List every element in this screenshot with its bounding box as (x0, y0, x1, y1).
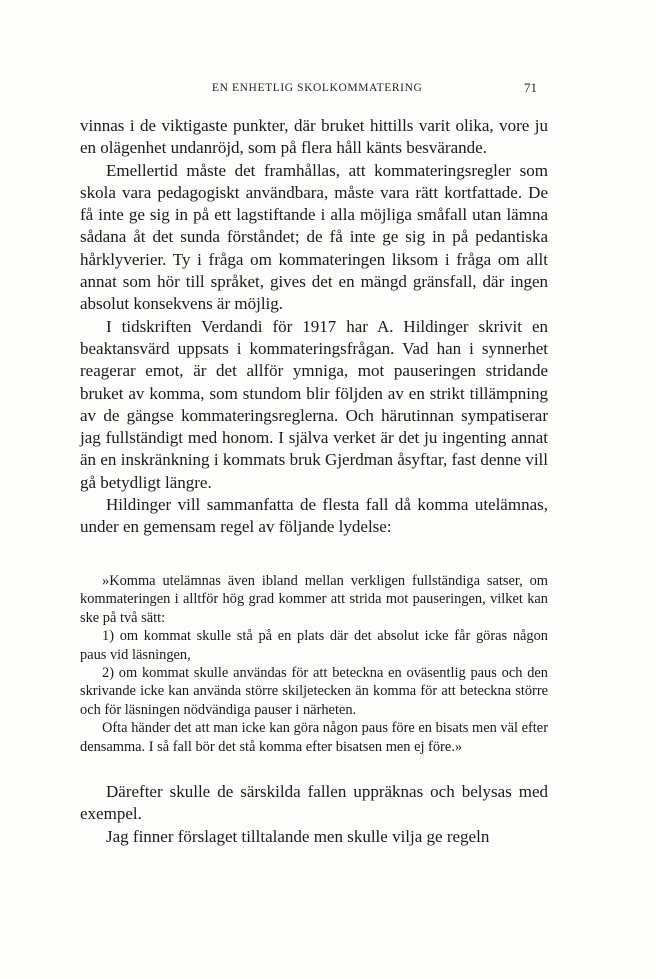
quote-item-2: 2) om kommat skulle användas för att beteckna en oväsentlig paus och den skrivande icke kan använda större skiljetecken än komma för att beteckna större och för läsningen nödvändiga pauser i närheten. (80, 665, 548, 718)
paragraph: Emellertid måste det framhållas, att kommateringsregler som skola vara pedagogiskt användbara, måste vara rätt kortfattade. De få inte ge sig in på ett lagstiftande i alla möjliga småfall utan lämna sådana åt det sunda förståndet; de få inte ge sig in på pedantiska hårklyverier. Ty i fråga om kommateringen liksom i fråga om allt annat som hör till språket, gives det en mängd gränsfall, där ingen absolut konsekvens är möjlig. (80, 160, 548, 314)
body-text-top (80, 115, 548, 539)
running-header: EN ENHETLIG SKOLKOMMATERING (212, 82, 423, 94)
paragraph: vinnas i de viktigaste punkter, där bruket hittills varit olika, vore ju en olägenhet undanröjd, som på flera håll känts besvärande. (80, 116, 548, 158)
paragraph: Jag finner förslaget tilltalande men skulle vilja ge regeln (106, 826, 490, 846)
quote-paragraph: Ofta händer det att man icke kan göra någon paus före en bisats men väl efter densamma. I så fall bör det stå komma efter bisatsen men ej före.» (80, 720, 548, 755)
quote-paragraph: »Komma utelämnas även ibland mellan verkligen fullständiga satser, om kommateringen i alltför hög grad kommer att strida mot pauseringen, vilket kan ske på två sätt: (80, 573, 548, 626)
paragraph: I tidskriften Verdandi för 1917 har A. Hildinger skrivit en beaktansvärd uppsats i kommateringsfrågan. Vad han i synnerhet reagerar emot, är det allför ymniga, mot pauseringen stridande bruket av komma, som stundom blir följden av en strikt tillämpning av de gängse kommateringsreglerna. Och härutinnan sympatiserar jag fullständigt med honom. I själva verket är det ju ingenting annat än en inskränkning i kommats bruk Gjerdman åsyftar, fast denne vill gå betydligt längre. (80, 316, 548, 492)
block-quote (80, 572, 548, 756)
paragraph: Hildinger vill sammanfatta de flesta fall då komma utelämnas, under en gemensam regel av följande lydelse: (80, 495, 548, 537)
quote-item-1: 1) om kommat skulle stå på en plats där det absolut icke får göras någon paus vid läsningen, (80, 628, 548, 663)
page-number: 71 (524, 80, 537, 95)
paragraph: Därefter skulle de särskilda fallen uppräknas och belysas med exempel. (80, 782, 548, 824)
body-text-bottom (80, 781, 548, 848)
